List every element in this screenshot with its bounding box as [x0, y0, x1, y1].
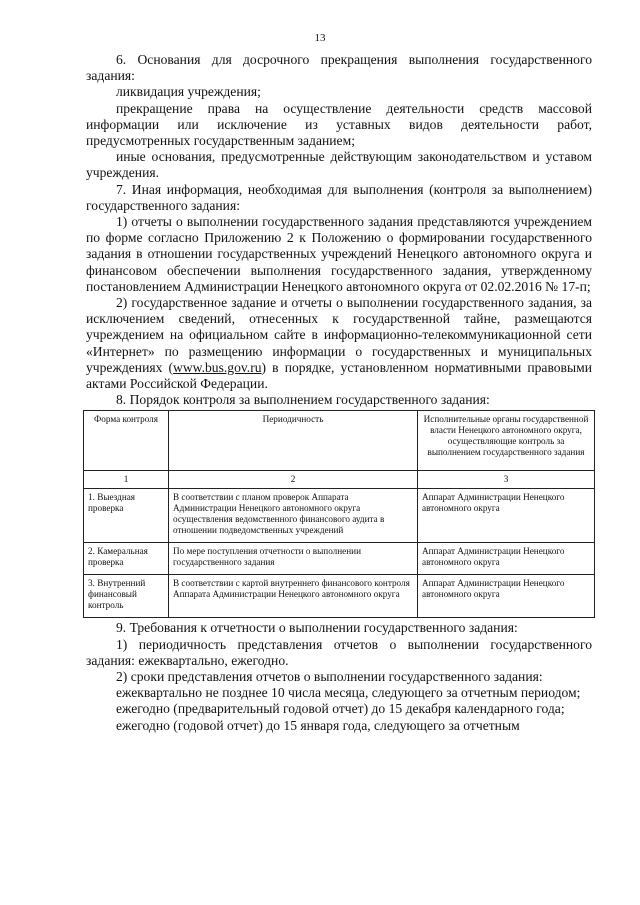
section-6-item-3: иные основания, предусмотренные действующим законодательством и уставом учреждения. — [86, 149, 592, 181]
section-9-item-2: ежегодно (предварительный годовой отчет) до 15 декабря календарного года; — [116, 701, 565, 717]
column-number: 2 — [169, 471, 418, 489]
table-cell: 3. Внутренний финансовый контроль — [84, 575, 169, 618]
table-cell: Аппарат Администрации Ненецкого автономного округа — [418, 543, 595, 575]
column-header: Форма контроля — [84, 411, 169, 471]
document-body — [86, 52, 592, 734]
paragraph-text: 2) государственное задание и отчеты о выполнении государственного задания, за исключением сведений, отнесенных к государственной тайне, размещаются учреждением на официальном сайте в информационно-телекоммуникационной сети «Интернет» по размещению информации о государственных и муниципальных учреждениях ( — [86, 295, 592, 375]
table-cell: Аппарат Администрации Ненецкого автономного округа — [418, 575, 595, 618]
table-cell: 2. Камеральная проверка — [84, 543, 169, 575]
section-7-heading: 7. Иная информация, необходимая для выполнения (контроля за выполнением) государственного задания: — [86, 181, 592, 213]
table-cell: Аппарат Администрации Ненецкого автономного округа — [418, 489, 595, 543]
table-row — [84, 543, 595, 575]
column-header: Периодичность — [169, 411, 418, 471]
section-9-paragraph-2: 2) сроки представления отчетов о выполнении государственного задания: — [116, 669, 543, 685]
section-9-paragraph-1: 1) периодичность представления отчетов о выполнении государственного задания: ежеквартально, ежегодно. — [86, 636, 592, 668]
table-number-row — [84, 471, 595, 489]
table-cell: По мере поступления отчетности о выполнении государственного задания — [169, 543, 418, 575]
section-9-item-3: ежегодно (годовой отчет) до 15 января года, следующего за отчетным — [116, 717, 520, 733]
paragraph-text: ) в порядке, установленном нормативными правовыми актами Российской Федерации. — [86, 359, 592, 392]
table-row — [84, 575, 595, 618]
table-cell: 1. Выездная проверка — [84, 489, 169, 543]
column-number: 1 — [84, 471, 169, 489]
bus-gov-link[interactable]: www.bus.gov.ru — [173, 359, 262, 375]
table-cell: В соответствии с картой внутреннего финансового контроля Аппарата Администрации Ненецкого автономного округа — [169, 575, 418, 618]
column-header: Исполнительные органы государственной власти Ненецкого автономного округа, осуществляющие контроль за выполнением государственного задания — [418, 411, 595, 471]
section-9-heading: 9. Требования к отчетности о выполнении государственного задания: — [116, 620, 518, 636]
table-row — [84, 489, 595, 543]
control-table — [83, 410, 595, 618]
column-number: 3 — [418, 471, 595, 489]
table-header-row — [84, 411, 595, 471]
table-cell: В соответствии с планом проверок Аппарата Администрации Ненецкого автономного округа осуществления ведомственного финансового аудита в отношении подведомственных учреждений — [169, 489, 418, 543]
section-6-item-2: прекращение права на осуществление деятельности средств массовой информации или исключение из уставных видов деятельности работ, предусмотренных государственным заданием; — [86, 100, 592, 149]
section-8-heading: 8. Порядок контроля за выполнением государственного задания: — [116, 392, 490, 408]
section-7-paragraph-1: 1) отчеты о выполнении государственного задания представляются учреждением по форме согласно Приложению 2 к Положению о формировании государственного задания в отношении государственных учреждений Ненецкого автономного округа и финансовом обеспечении выполнения государственного задания, утвержденному постановлением Администрации Ненецкого автономного округа от 02.02.2016 № 17-п; — [86, 214, 592, 294]
section-7-paragraph-2 — [86, 295, 592, 392]
section-9-item-1: ежеквартально не позднее 10 числа месяца, следующего за отчетным периодом; — [116, 685, 581, 701]
page-number: 13 — [314, 32, 326, 44]
section-6-heading: 6. Основания для досрочного прекращения выполнения государственного задания: — [86, 52, 592, 84]
section-6-item-1: ликвидация учреждения; — [116, 84, 261, 100]
